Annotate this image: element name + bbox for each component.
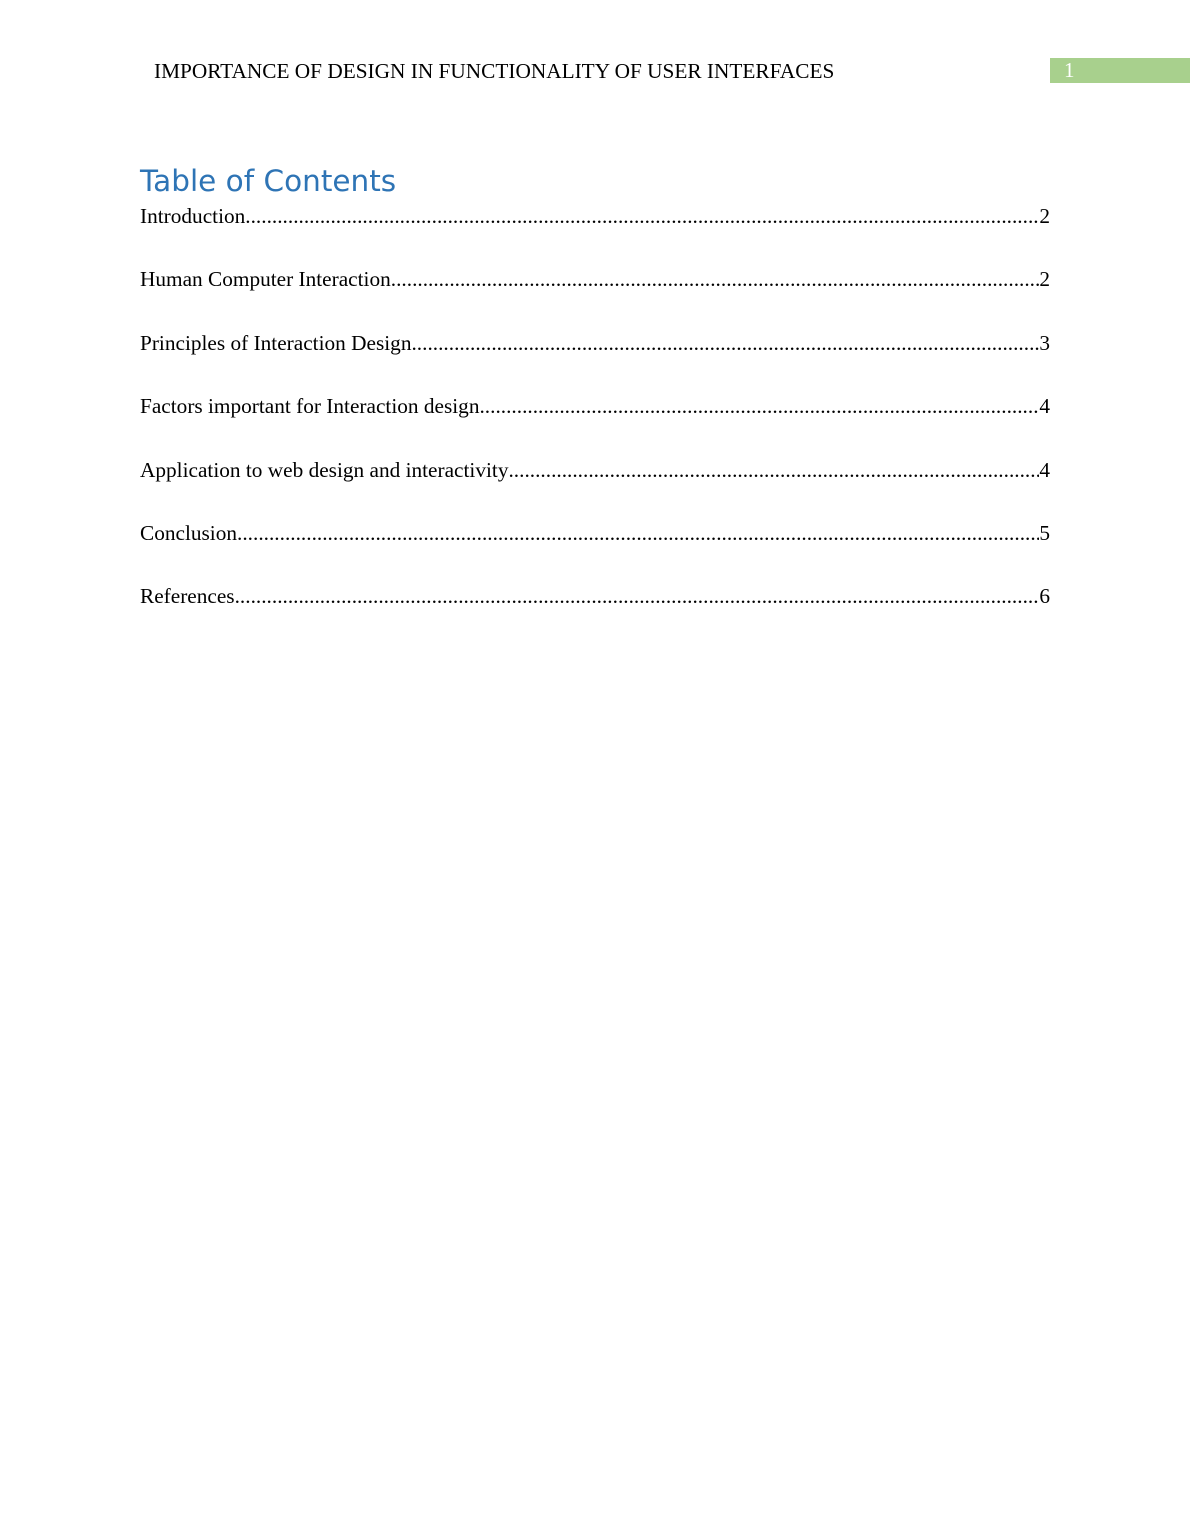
toc-entry-label[interactable]: Introduction <box>140 200 245 232</box>
toc-entry-label[interactable]: Conclusion <box>140 517 237 549</box>
toc-entry-page[interactable]: 4 <box>1039 394 1050 419</box>
toc-entry-label[interactable]: Factors important for Interaction design <box>140 390 479 422</box>
table-of-contents <box>140 200 1050 644</box>
toc-leader-dots <box>391 263 1040 295</box>
toc-entry-principles-of-interaction-design[interactable] <box>140 327 1050 390</box>
toc-leader-dots <box>245 200 1039 232</box>
toc-leader-dots <box>411 327 1039 359</box>
page-number: 1 <box>1064 58 1075 82</box>
toc-entry-page[interactable]: 2 <box>1039 267 1050 292</box>
toc-entry-human-computer-interaction[interactable] <box>140 263 1050 326</box>
toc-entry-conclusion[interactable] <box>140 517 1050 580</box>
toc-entry-factors-important[interactable] <box>140 390 1050 453</box>
toc-entry-label[interactable]: Human Computer Interaction <box>140 263 391 295</box>
toc-entry-page[interactable]: 4 <box>1039 457 1050 482</box>
page-number-box <box>1050 58 1190 83</box>
toc-entry-introduction[interactable] <box>140 200 1050 263</box>
toc-entry-label[interactable]: Application to web design and interactivity <box>140 454 508 486</box>
toc-leader-dots <box>479 390 1039 422</box>
toc-entry-label[interactable]: References <box>140 580 235 612</box>
running-header-title: IMPORTANCE OF DESIGN IN FUNCTIONALITY OF USER INTERFACES <box>154 59 835 83</box>
toc-entry-page[interactable]: 5 <box>1039 520 1050 545</box>
toc-entry-references[interactable] <box>140 580 1050 643</box>
toc-leader-dots <box>237 517 1039 549</box>
toc-heading: Table of Contents <box>140 164 397 198</box>
toc-entry-page[interactable]: 6 <box>1039 584 1050 609</box>
toc-leader-dots <box>235 580 1040 612</box>
toc-entry-application-to-web-design[interactable] <box>140 454 1050 517</box>
toc-entry-page[interactable]: 2 <box>1039 204 1050 228</box>
toc-leader-dots <box>508 454 1039 486</box>
toc-entry-page[interactable]: 3 <box>1039 330 1050 355</box>
toc-entry-label[interactable]: Principles of Interaction Design <box>140 327 411 359</box>
